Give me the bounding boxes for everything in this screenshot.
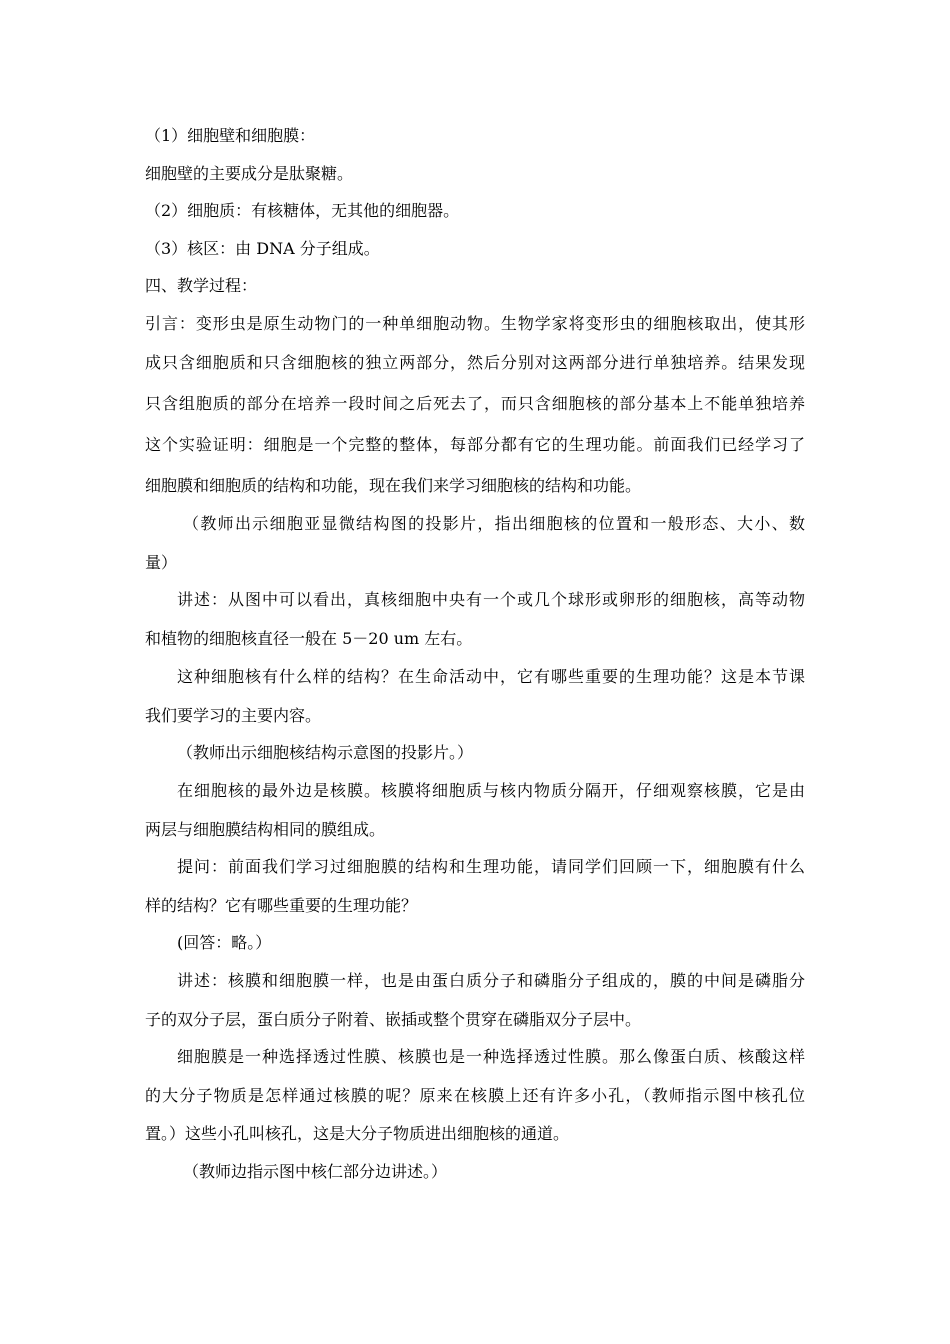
text-line: 我们要学习的主要内容。 <box>145 706 322 725</box>
text-line: 在细胞核的最外边是核膜。核膜将细胞质与核内物质分隔开，仔细观察核膜，它是由 <box>177 781 805 800</box>
text-line: （教师边指示图中核仁部分边讲述。） <box>183 1162 448 1181</box>
text-line: 量） <box>145 553 178 572</box>
text-line: 细胞膜是一种选择透过性膜、核膜也是一种选择透过性膜。那么像蛋白质、核酸这样 <box>177 1047 805 1066</box>
text-line: （3）核区：由 DNA 分子组成。 <box>145 239 380 258</box>
section-heading: 四、教学过程： <box>145 276 258 295</box>
text-line: （教师出示细胞亚显微结构图的投影片，指出细胞核的位置和一般形态、大小、数 <box>183 514 805 533</box>
text-line: 这个实验证明：细胞是一个完整的整体，每部分都有它的生理功能。前面我们已经学习了 <box>145 435 805 454</box>
text-line: 成只含细胞质和只含细胞核的独立两部分，然后分别对这两部分进行单独培养。结果发现 <box>145 353 805 372</box>
text-line: (回答：略。） <box>177 933 272 952</box>
text-line: 细胞膜和细胞质的结构和功能，现在我们来学习细胞核的结构和功能。 <box>145 476 642 495</box>
text-line: 和植物的细胞核直径一般在 5－20 um 左右。 <box>145 629 473 648</box>
text-line: 这种细胞核有什么样的结构？在生命活动中，它有哪些重要的生理功能？这是本节课 <box>177 667 805 686</box>
text-line: 子的双分子层，蛋白质分子附着、嵌插或整个贯穿在磷脂双分子层中。 <box>145 1010 642 1029</box>
text-line: 引言：变形虫是原生动物门的一种单细胞动物。生物学家将变形虫的细胞核取出，使其形 <box>145 314 805 333</box>
text-line: 样的结构？它有哪些重要的生理功能？ <box>145 896 418 915</box>
text-line: 提问：前面我们学习过细胞膜的结构和生理功能，请同学们回顾一下，细胞膜有什么 <box>177 857 805 876</box>
text-line: 只含组胞质的部分在培养一段时间之后死去了，而只含细胞核的部分基本上不能单独培养 <box>145 394 805 413</box>
text-line: 置。）这些小孔叫核孔，这是大分子物质进出细胞核的通道。 <box>145 1124 570 1143</box>
text-line: 细胞壁的主要成分是肽聚糖。 <box>145 164 354 183</box>
text-line: 的大分子物质是怎样通过核膜的呢？原来在核膜上还有许多小孔，（教师指示图中核孔位 <box>145 1086 805 1105</box>
text-line: （1）细胞壁和细胞膜： <box>145 126 316 145</box>
text-line: 两层与细胞膜结构相同的膜组成。 <box>145 820 386 839</box>
text-line: 讲述：核膜和细胞膜一样，也是由蛋白质分子和磷脂分子组成的，膜的中间是磷脂分 <box>177 971 805 990</box>
text-line: 讲述：从图中可以看出，真核细胞中央有一个或几个球形或卵形的细胞核，高等动物 <box>177 590 805 609</box>
text-line: （教师出示细胞核结构示意图的投影片。） <box>177 743 474 762</box>
text-line: （2）细胞质：有核糖体，无其他的细胞器。 <box>145 201 460 220</box>
